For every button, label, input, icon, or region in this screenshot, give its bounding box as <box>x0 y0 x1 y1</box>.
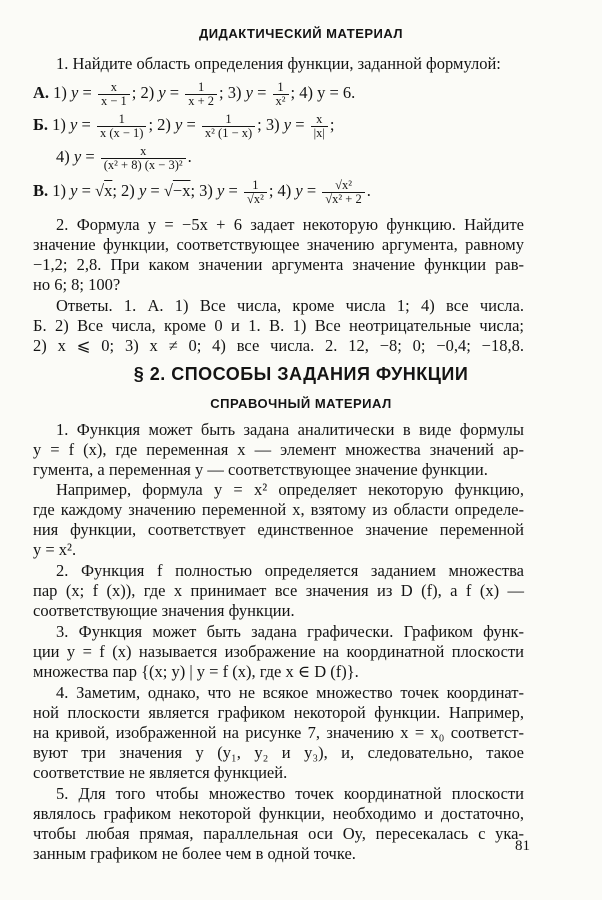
p4-line-4: вуют три значения y (y₁, y₂ и y₃), и, следовательно, такое <box>33 743 524 762</box>
p2-line-2: пар (x; f (x)), где x принимает все значения из D (f), а f (x) — <box>33 581 524 600</box>
fraction: $\frac{\text{√x²}}{\text{√x² + 2}}$ <box>322 179 364 206</box>
sqrt-expression: √x <box>95 181 113 200</box>
p5-line-1: 5. Для того чтобы множество точек координатной плоскости <box>56 784 524 803</box>
section-title: § 2. СПОСОБЫ ЗАДАНИЯ ФУНКЦИИ <box>133 364 469 384</box>
p1b-line-2: где каждому значению переменной x, взятому из области определе- <box>33 500 524 519</box>
fraction: $\frac{1}{x + 2}$ <box>185 81 217 108</box>
p3-line-1: 3. Функция может быть задана графически. Графиком функ- <box>56 622 524 641</box>
fraction: $\frac{1}{\text{x² (1 − x)}}$ <box>202 113 255 140</box>
sqrt-expression: √−x <box>163 181 191 200</box>
fraction: $\frac{x}{x - 1}$ <box>98 81 130 108</box>
p4-line-5: соответствие не является функцией. <box>33 763 288 782</box>
fraction: $\frac{x}{\text{(x² + 8) (x − 3)²}}$ <box>101 145 186 172</box>
answers-line-3: 2) x ⩽ 0; 3) x ≠ 0; 4) все числа. 2. 12, −8; 0; −0,4; −18,8. <box>33 336 524 355</box>
p2-line-3: соответствующие значения функции. <box>33 601 295 620</box>
fraction: $\frac{1}{x (x - 1)}$ <box>97 113 147 140</box>
p1-line-2: y = f (x), где переменная x — элемент множества значений ар- <box>33 440 524 459</box>
task1-group-c: В. 1) y = √x; 2) y = √−x; 3) y = $\frac{1}{\text{√x²}}$ ; 4) y = $\frac{\text{√x²}}{\text{√x² + 2}}$ . <box>33 177 371 206</box>
answers-line-1: Ответы. 1. А. 1) Все числа, кроме числа 1; 4) все числа. <box>56 296 524 315</box>
p1-line-1: 1. Функция может быть задана аналитически в виде формулы <box>56 420 524 439</box>
didactic-heading: ДИДАКТИЧЕСКИЙ МАТЕРИАЛ <box>198 26 404 41</box>
reference-heading: СПРАВОЧНЫЙ МАТЕРИАЛ <box>210 396 392 411</box>
group-a-label: А. <box>33 83 50 102</box>
task2-line-3: −1,2; 2,8. При каком значении аргумента значение функции рав- <box>33 255 524 274</box>
answers-line-2: Б. 2) Все числа, кроме 0 и 1. В. 1) Все неотрицательные числа; <box>33 316 524 335</box>
p4-line-2: ной плоскости является графиком некоторой функции. Например, <box>33 703 524 722</box>
task1-group-b-item4: 4) y = $\frac{x}{\text{(x² + 8) (x − 3)²}}$ . <box>56 143 192 172</box>
p1b-line-4: y = x². <box>33 540 77 559</box>
task1-group-b: Б. 1) y = $\frac{1}{x (x - 1)}$ ; 2) y = $\frac{1}{\text{x² (1 − x)}}$ ; 3) y = $\frac{x}{|x|}$ ; <box>33 111 335 140</box>
task2-line-1: 2. Формула y = −5x + 6 задает некоторую функцию. Найдите <box>56 215 524 234</box>
p5-line-3: чтобы любая прямая, параллельная оси Oy, пересекалась с ука- <box>33 824 524 843</box>
p1b-line-3: ния функции, соответствует единственное значение переменной <box>33 520 524 539</box>
group-c-label: В. <box>33 181 49 200</box>
p3-line-3: множества пар {(x; y) | y = f (x), где x ∈ D (f)}. <box>33 662 359 681</box>
p5-line-4: занным графиком не более чем в одной точке. <box>33 844 356 863</box>
group-b-label: Б. <box>33 115 49 134</box>
p1b-line-1: Например, формула y = x² определяет некоторую функцию, <box>56 480 524 499</box>
p4-line-1: 4. Заметим, однако, что не всякое множество точек координат- <box>56 683 524 702</box>
p4-line-3: на кривой, изображенной на рисунке 7, значению x = x₀ соответст- <box>33 723 524 742</box>
p5-line-2: являлось графиком некоторой функции, необходимо и достаточно, <box>33 804 524 823</box>
task2-line-2: значение функции, соответствующее значению аргумента, равному <box>33 235 524 254</box>
fraction: $\frac{1}{\text{x²}}$ <box>273 81 289 108</box>
page-number: 81 <box>515 838 530 854</box>
p2-line-1: 2. Функция f полностью определяется заданием множества <box>56 561 524 580</box>
p1-line-3: гумента, а переменная y — соответствующее значение функции. <box>33 460 488 479</box>
fraction: $\frac{x}{|x|}$ <box>311 113 328 140</box>
p3-line-2: ции y = f (x) называется изображение на координатной плоскости <box>33 642 524 661</box>
task1-group-a: А. 1) y = $\frac{x}{x - 1}$ ; 2) y = $\frac{1}{x + 2}$ ; 3) y = $\frac{1}{\text{x²}}$ ; 4) y = 6. <box>33 79 356 108</box>
task1-prompt: 1. Найдите область определения функции, заданной формулой: <box>56 54 501 73</box>
task2-line-4: но 6; 8; 100? <box>33 275 121 294</box>
fraction: $\frac{1}{\text{√x²}}$ <box>244 179 267 206</box>
